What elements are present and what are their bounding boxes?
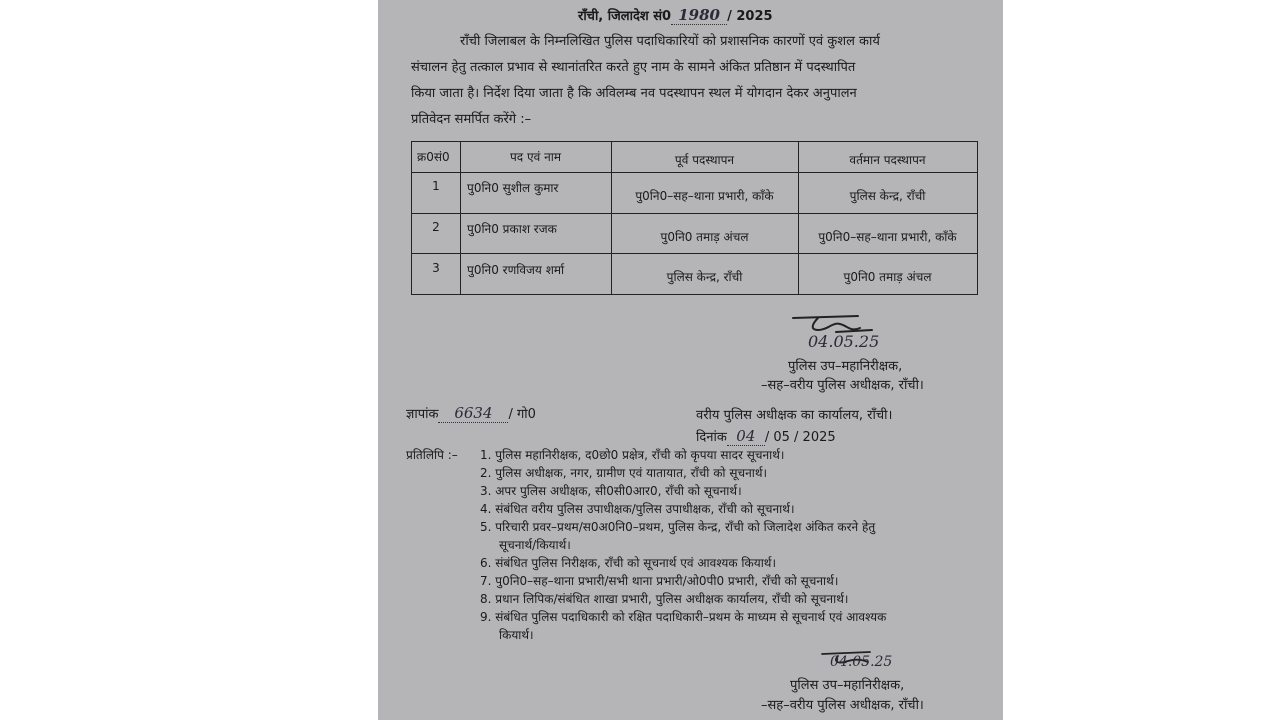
copy-list-item: 8. प्रधान लिपिक/संबंधित शाखा प्रभारी, पुलिस अधीक्षक कार्यालय, राँची को सूचनार्थ। bbox=[480, 592, 849, 606]
memo-office: वरीय पुलिस अधीक्षक का कार्यालय, राँची। bbox=[696, 408, 893, 423]
signature-office: –सह–वरीय पुलिस अधीक्षक, राँची। bbox=[761, 698, 924, 713]
signature-designation: पुलिस उप–महानिरीक्षक, bbox=[790, 678, 905, 693]
table-cell-previous: पु0नि0–सह–थाना प्रभारी, काँके bbox=[635, 189, 774, 203]
table-header-current: वर्तमान पदस्थापन bbox=[849, 153, 926, 167]
header-year: / 2025 bbox=[727, 9, 773, 24]
copy-list-item: 2. पुलिस अधीक्षक, नगर, ग्रामीण एवं यातायात, राँची को सूचनार्थ। bbox=[480, 466, 768, 480]
memo-suffix: / गो0 bbox=[508, 407, 536, 422]
header-place-label: राँची, जिलादेश सं0 bbox=[578, 9, 672, 24]
table-cell-serial: 3 bbox=[432, 261, 440, 275]
signature-handwritten-date: 04.05.25 bbox=[830, 654, 893, 670]
table-cell-current: पु0नि0–सह–थाना प्रभारी, काँके bbox=[818, 230, 957, 244]
copy-list-item: 4. संबंधित वरीय पुलिस उपाधीक्षक/पुलिस उपाधीक्षक, राँची को सूचनार्थ। bbox=[480, 502, 795, 516]
table-cell-current: पु0नि0 तमाड़ अंचल bbox=[843, 270, 932, 284]
copy-list-item: कियार्थ। bbox=[499, 628, 534, 642]
copy-list-item: 6. संबंधित पुलिस निरीक्षक, राँची को सूचनार्थ एवं आवश्यक कियार्थ। bbox=[480, 556, 777, 570]
table-cell-serial: 2 bbox=[432, 220, 440, 234]
signature-designation: पुलिस उप–महानिरीक्षक, bbox=[788, 359, 903, 374]
table-cell-previous: पुलिस केन्द्र, राँची bbox=[666, 270, 743, 284]
table-cell-current: पुलिस केन्द्र, राँची bbox=[849, 189, 926, 203]
memo-date-label: दिनांक bbox=[696, 430, 727, 445]
intro-line-2: संचालन हेतु तत्काल प्रभाव से स्थानांतरित करते हुए नाम के सामने अंकित प्रतिष्ठान में पदस्थापित bbox=[411, 60, 856, 75]
table-header-previous: पूर्व पदस्थापन bbox=[674, 153, 735, 167]
signature-office: –सह–वरीय पुलिस अधीक्षक, राँची। bbox=[761, 378, 924, 393]
copy-list-item: 1. पुलिस महानिरीक्षक, द0छो0 प्रक्षेत्र, राँची को कृपया सादर सूचनार्थ। bbox=[480, 448, 785, 462]
order-number: 1980 bbox=[671, 6, 727, 25]
transfer-table bbox=[411, 141, 978, 295]
table-cell-name: पु0नि0 रणविजय शर्मा bbox=[467, 263, 565, 277]
copy-list-item: 7. पु0नि0–सह–थाना प्रभारी/सभी थाना प्रभारी/ओ0पी0 प्रभारी, राँची को सूचनार्थ। bbox=[480, 574, 839, 588]
table-cell-serial: 1 bbox=[432, 179, 440, 193]
table-cell-name: पु0नि0 प्रकाश रजक bbox=[467, 222, 557, 236]
memo-number-line bbox=[406, 404, 536, 423]
memo-label: ज्ञापांक bbox=[406, 407, 439, 422]
intro-line-3: किया जाता है। निर्देश दिया जाता है कि अविलम्ब नव पदस्थापन स्थल में योगदान देकर अनुपालन bbox=[411, 86, 857, 101]
copy-list-item: 3. अपर पुलिस अधीक्षक, सी0सी0आर0, राँची को सूचनार्थ। bbox=[480, 484, 742, 498]
order-header bbox=[578, 6, 773, 25]
copy-list-item: सूचनार्थ/कियार्थ। bbox=[499, 538, 571, 552]
copy-label: प्रतिलिपि :– bbox=[406, 448, 458, 462]
signature-handwritten-date: 04.05.25 bbox=[808, 332, 880, 351]
intro-line-1: राँची जिलाबल के निम्नलिखित पुलिस पदाधिकारियों को प्रशासनिक कारणों एवं कुशल कार्य bbox=[460, 34, 880, 49]
memo-date-day: 04 bbox=[727, 427, 765, 446]
table-cell-previous: पु0नि0 तमाड़ अंचल bbox=[660, 230, 749, 244]
memo-date-line bbox=[696, 427, 836, 446]
copy-list-item: 9. संबंधित पुलिस पदाधिकारी को रक्षित पदाधिकारी–प्रथम के माध्यम से सूचनार्थ एवं आवश्यक bbox=[480, 610, 887, 624]
table-cell-name: पु0नि0 सुशील कुमार bbox=[467, 181, 559, 195]
intro-line-4: प्रतिवेदन समर्पित करेंगे :– bbox=[411, 112, 532, 127]
memo-date-rest: / 05 / 2025 bbox=[764, 430, 836, 445]
memo-number: 6634 bbox=[438, 404, 508, 423]
document-page bbox=[378, 0, 1003, 720]
table-header-name: पद एवं नाम bbox=[509, 150, 562, 164]
table-header-serial: क्र0सं0 bbox=[417, 150, 450, 164]
copy-list-item: 5. परिचारी प्रवर–प्रथम/स0अ0नि0–प्रथम, पुलिस केन्द्र, राँची को जिलादेश अंकित करने हेतु bbox=[480, 520, 876, 534]
